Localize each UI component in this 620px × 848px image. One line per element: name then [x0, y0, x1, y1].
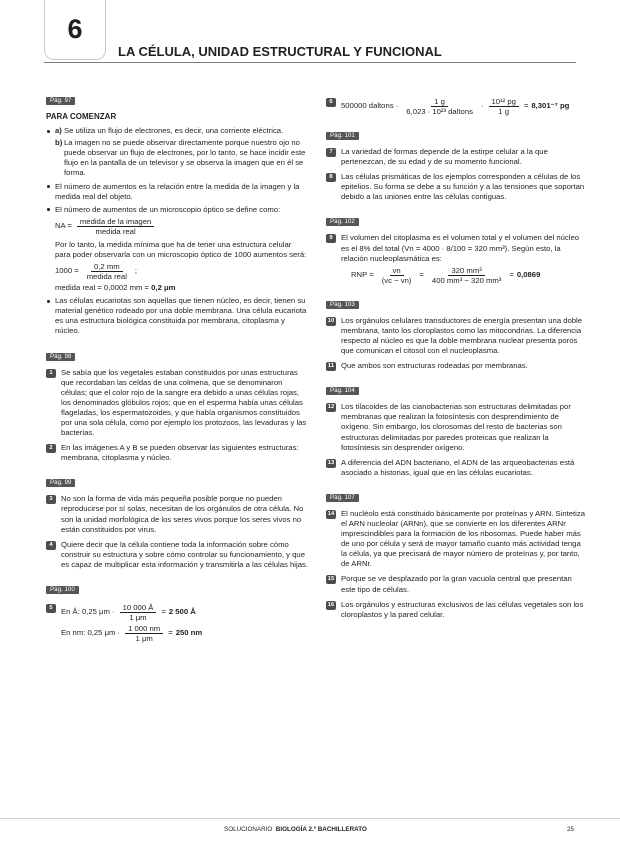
- question-number: 4: [46, 541, 56, 550]
- bullet-item: [46, 126, 308, 178]
- numerator: 1 g: [431, 97, 448, 107]
- question-1: [46, 368, 308, 439]
- page-tag: Pág. 100: [46, 586, 79, 594]
- footer-book: BIOLOGÍA 2.º BACHILLERATO: [275, 826, 367, 833]
- question-number: 5: [46, 604, 56, 613]
- fraction: [429, 266, 504, 285]
- section-p99: [46, 477, 308, 570]
- section-p97: [46, 95, 308, 337]
- page-number: 25: [567, 826, 575, 833]
- numerator: 0,2 mm: [91, 262, 123, 272]
- answer-text: A diferencia del ADN bacteriano, el ADN de las arqueobacterias está asociado a histonas, igual que en las células eucariotas.: [341, 457, 575, 477]
- numerator: 320 mm³: [448, 266, 484, 276]
- question-2: [46, 443, 308, 463]
- left-column: [46, 95, 308, 657]
- right-column: [326, 95, 588, 634]
- section-heading: PARA COMENZAR: [46, 112, 117, 121]
- eq-lhs: 1000 =: [55, 266, 79, 276]
- section-p104: [326, 385, 588, 478]
- label-b: b): [55, 138, 63, 148]
- question-5: [46, 603, 308, 643]
- answer-text: Porque se ve desplazado por la gran vacuola central que presentan este tipo de células.: [341, 574, 572, 594]
- chapter-number: 6: [44, 0, 106, 60]
- question-6: [326, 97, 588, 116]
- question-9: [326, 233, 588, 284]
- page-tag: Pág. 97: [46, 97, 75, 105]
- equals-sign: =: [509, 270, 514, 280]
- sub-item-b: [55, 138, 308, 178]
- numerator: medida de la imagen: [77, 217, 154, 227]
- page-tag: Pág. 104: [326, 387, 359, 395]
- denominator: 6,023 · 10²³ daltons: [406, 107, 473, 116]
- eq-lhs: 500000 daltons ·: [341, 101, 399, 111]
- equation-nm: [61, 624, 308, 643]
- fraction: [77, 217, 154, 236]
- eq-result: 2 500 Å: [168, 607, 196, 617]
- eq-text: medida real = 0,0002 mm =: [55, 283, 150, 293]
- fraction: [84, 262, 130, 281]
- denominator: 1 μm: [129, 613, 147, 622]
- numerator: vn: [390, 266, 404, 276]
- question-16: [326, 600, 588, 620]
- eq-end: ;: [134, 266, 138, 276]
- question-12: [326, 402, 588, 452]
- fraction: [403, 97, 476, 116]
- question-8: [326, 172, 588, 202]
- multiply-sign: ·: [480, 101, 484, 111]
- question-number: 15: [327, 576, 335, 583]
- answer-text: El nucléolo está constituido básicamente por proteínas y ARN. Sintetiza el ARN nucleolar (ARNn), que se convierte en los diferentes ARNr imprescindibles para la formación de los ribosomas. Puede haber más de uno por célula y será de mayor tamaño cuanto más actividad tenga la célula, ya que precisará de mayor número de proteínas y, por tanto, de ARNr.: [341, 508, 585, 569]
- eq-lhs: RNP =: [351, 270, 374, 280]
- answer-text: Los tilacoides de las cianobacterias son estructuras delimitadas por membranas que realizan la fotosíntesis con desprendimiento de oxígeno. Sin embargo, los clorosomas del resto de bacterias son estructuras delimitadas por paredes proteicas que realizan la fotosíntesis sin desprender oxígeno.: [341, 402, 571, 452]
- answer-text: Quiere decir que la célula contiene toda la información sobre cómo construir su estructura y sobre cómo controlar su funcionamiento, y que es capaz de multiplicar esta información y transmitirla a las células hijas.: [61, 539, 308, 569]
- answer-text: Que ambos son estructuras rodeadas por membranas.: [341, 361, 528, 371]
- sub-item-a: [55, 126, 308, 136]
- fraction: [125, 624, 163, 643]
- question-number: 3: [46, 495, 56, 504]
- eq-lhs: En nm: 0,25 μm ·: [61, 628, 121, 638]
- eq-result: 0,2 μm: [151, 283, 176, 293]
- equals-sign: =: [419, 270, 424, 280]
- answer-text: Se sabía que los vegetales estaban constituidos por unas estructuras que recordaban las celdas de una colmena, que se denominaron células; que el color rojo de la sangre era debido a unas células rojas, los denominados glóbulos rojos; que en el esperma había unas células flageladas, los espermatozoides, y que había organismos constituidos por una sola célula, como por ejemplo los protozoos, las levaduras y las bacterias.: [61, 367, 307, 438]
- footer-solucionario: SOLUCIONARIO: [224, 826, 273, 833]
- question-number: 14: [327, 510, 335, 517]
- denominator: 1 μm: [135, 634, 153, 643]
- label-a: a): [55, 126, 62, 136]
- question-number: 10: [327, 317, 335, 324]
- denominator: 1 g: [498, 107, 510, 116]
- numerator: 10 000 Å: [120, 603, 157, 613]
- question-13: [326, 458, 588, 478]
- page-tag: Pág. 103: [326, 301, 359, 309]
- bullet-item: [46, 205, 308, 293]
- section-p103: [326, 299, 588, 371]
- answer-text: No son la forma de vida más pequeña posible porque no pueden reproducirse por sí solas, necesitan de los orgánulos de otra célula. No son la unidad morfológica de los seres vivos porque los seres vivos no están constituidos por virus.: [61, 494, 304, 534]
- question-number: 12: [327, 404, 335, 411]
- section-p102: [326, 216, 588, 284]
- fraction: [379, 266, 415, 285]
- page-tag: Pág. 98: [46, 353, 75, 361]
- question-number: 8: [326, 173, 336, 182]
- equation-result: [55, 283, 308, 293]
- section-q6: [326, 97, 588, 116]
- section-p100: [46, 584, 308, 643]
- page-tag: Pág. 99: [46, 479, 75, 487]
- denominator: (vc − vn): [381, 275, 412, 285]
- answer-text: Los orgánulos celulares transductores de energía presentan una doble membrana, tanto los cloroplastos como las mitocondrias. La diferencia respecto al núcleo es que la doble membrana nuclear presenta poros que comunican el citosol con el nucleoplasma.: [341, 315, 583, 356]
- equals-sign: =: [523, 101, 529, 111]
- answer-a: Se utiliza un flujo de electrones, es decir, una corriente eléctrica.: [64, 126, 284, 136]
- question-number: 9: [326, 234, 336, 243]
- denominator: 400 mm³ − 320 mm³: [431, 275, 502, 285]
- page-tag: Pág. 102: [326, 218, 359, 226]
- fraction: [489, 97, 519, 116]
- fraction: [120, 603, 157, 622]
- bullet-text: El número de aumentos de un microscopio óptico se define como:: [55, 204, 281, 214]
- question-15: [326, 574, 588, 594]
- equals-sign: =: [161, 607, 166, 617]
- question-number: 7: [326, 148, 336, 157]
- answer-text: Los orgánulos y estructuras exclusivos de las células vegetales son los cloroplastos y la pared celular.: [341, 599, 584, 619]
- eq-result: 0,0869: [516, 270, 541, 280]
- question-number: 1: [46, 369, 56, 378]
- denominator: medida real: [86, 272, 127, 282]
- header-divider: [44, 62, 576, 63]
- answer-b: La imagen no se puede observar directamente porque nuestro ojo no puede observar un flujo de electrones, por lo tanto, se hace incidir este flujo en la pantalla de un televisor y se observa la imagen que en él se forma.: [64, 138, 306, 178]
- bullet-item: Las células eucariotas son aquellas que tienen núcleo, es decir, tienen su material genético rodeado por una doble membrana. Una célula eucariota es una estructura biológica constituida por membrana, citoplasma y núcleo.: [46, 296, 308, 336]
- page-tag: Pág. 101: [326, 132, 359, 140]
- equals-sign: =: [168, 628, 173, 638]
- equation-rnp: [351, 266, 588, 285]
- question-number: 6: [326, 98, 336, 107]
- eq-lhs: NA =: [55, 221, 72, 231]
- answer-text: En las imágenes A y B se pueden observar las siguientes estructuras: membrana, citoplasma y núcleo.: [61, 443, 299, 463]
- question-number: 13: [327, 459, 335, 466]
- question-11: [326, 361, 588, 371]
- paragraph: Por lo tanto, la medida mínima que ha de tener una estructura celular para poder observarla con un microscopio óptico de 1000 aumentos será:: [55, 239, 307, 259]
- chapter-title: LA CÉLULA, UNIDAD ESTRUCTURAL Y FUNCIONAL: [118, 44, 442, 59]
- numerator: 10¹² pg: [489, 97, 519, 107]
- equation-1000: [55, 262, 308, 281]
- question-7: [326, 147, 588, 167]
- footer-divider: [0, 818, 620, 819]
- section-p98: [46, 351, 308, 464]
- question-number: 11: [327, 363, 335, 370]
- answer-text: El volumen del citoplasma es el volumen total y el volumen del núcleo es el 8% del total (Vn = 4000 · 8/100 = 320 mm³). Según esto, la relación nucleoplasmática es:: [341, 233, 580, 263]
- section-p101: [326, 130, 588, 202]
- answer-text: La variedad de formas depende de la estirpe celular a la que pertenezcan, de su edad y de su momento funcional.: [341, 147, 548, 167]
- question-4: [46, 540, 308, 570]
- answer-text: Las células prismáticas de los ejemplos corresponden a células de los epitelios. Su forma se debe a su función y a las tensiones que soportan debido a las uniones entre las células contiguas.: [341, 172, 585, 202]
- denominator: medida real: [95, 226, 136, 236]
- page-tag: Pág. 107: [326, 494, 359, 502]
- question-10: [326, 316, 588, 356]
- eq-lhs: En Å: 0,25 μm ·: [61, 607, 115, 617]
- equation-angstrom: [61, 603, 308, 622]
- section-p107: [326, 492, 588, 620]
- equation-na: [55, 217, 308, 236]
- question-14: [326, 509, 588, 570]
- footer-label: [224, 826, 367, 833]
- question-number: 16: [327, 601, 335, 608]
- eq-result: 8,301⁻⁷ pg: [531, 101, 570, 111]
- question-number: 2: [46, 444, 56, 453]
- equation-daltons: [341, 97, 588, 116]
- numerator: 1 000 nm: [125, 624, 163, 634]
- question-3: [46, 494, 308, 534]
- bullet-item: El número de aumentos es la relación entre la medida de la imagen y la medida real del objeto.: [46, 182, 308, 202]
- eq-result: 250 nm: [175, 628, 203, 638]
